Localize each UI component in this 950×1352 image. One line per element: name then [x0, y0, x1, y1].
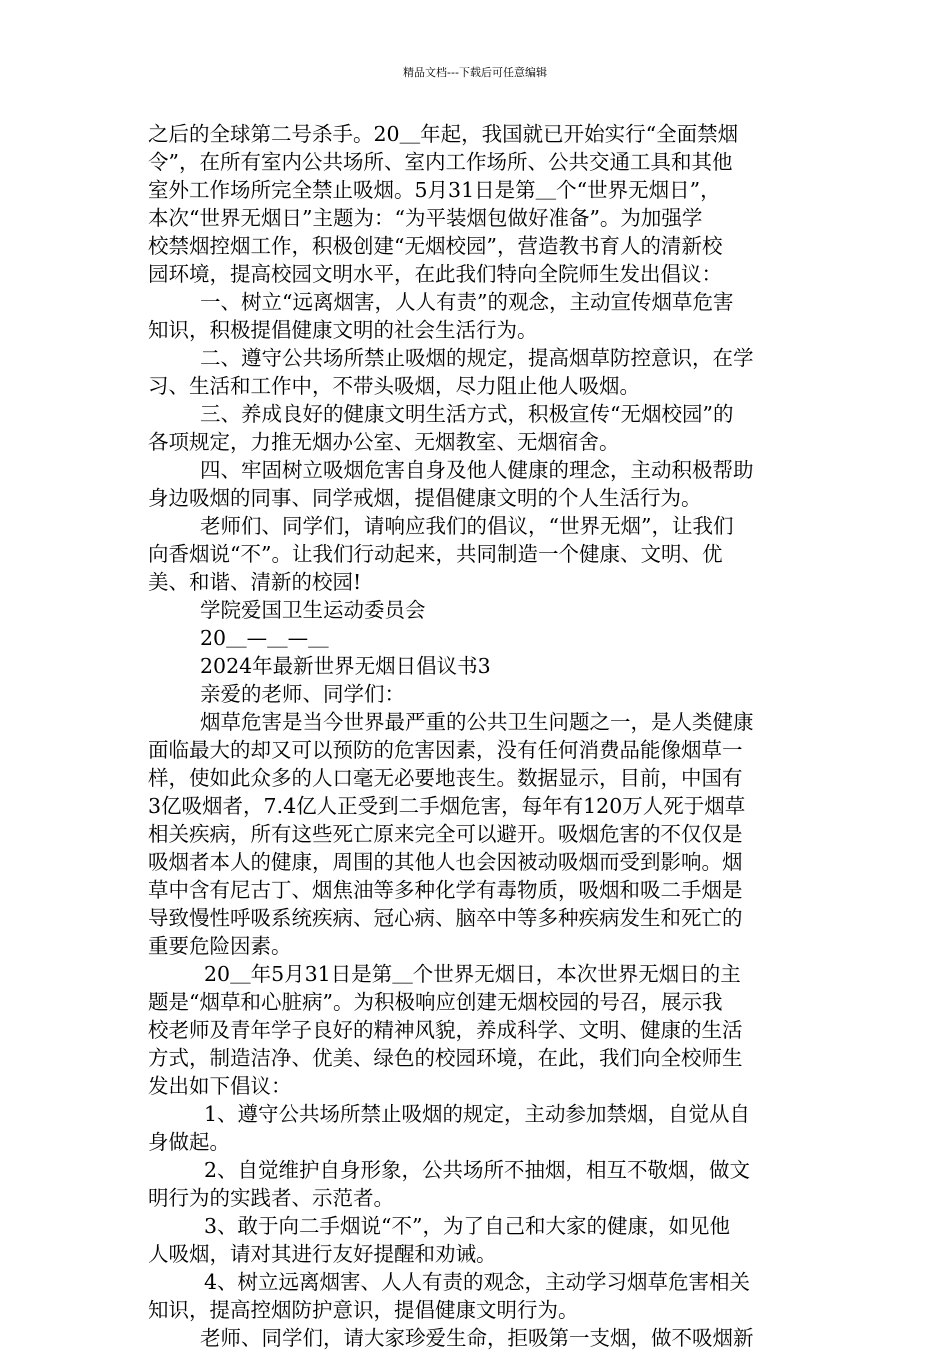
text-line: 一、树立“远离烟害，人人有责”的观念，主动宣传烟草危害: [200, 290, 734, 314]
text-line: 三、养成良好的健康文明生活方式，积极宣传“无烟校园”的: [200, 402, 734, 426]
text-line: 知识，积极提倡健康文明的社会生活行为。: [148, 318, 538, 342]
text-line: 2、自觉维护自身形象，公共场所不抽烟，相互不敬烟，做文: [204, 1158, 751, 1182]
text-line: 知识，提高控烟防护意识，提倡健康文明行为。: [148, 1298, 579, 1322]
text-line: 二、遵守公共场所禁止吸烟的规定，提高烟草防控意识，在学: [200, 346, 754, 370]
text-line: 样，使如此众多的人口毫无必要地丧生。数据显示，目前，中国有: [148, 766, 743, 790]
text-line: 导致慢性呼吸系统疾病、冠心病、脑卒中等多种疾病发生和死亡的: [148, 906, 743, 930]
text-line: 人吸烟，请对其进行友好提醒和劝诫。: [148, 1242, 497, 1266]
text-line: 本次“世界无烟日”主题为：“为平装烟包做好准备”。为加强学: [148, 206, 703, 230]
text-line: 方式，制造洁净、优美、绿色的校园环境，在此，我们向全校师生: [148, 1046, 743, 1070]
text-line: 4、树立远离烟害、人人有责的观念，主动学习烟草危害相关: [204, 1270, 751, 1294]
text-line: 园环境，提高校园文明水平，在此我们特向全院师生发出倡议：: [148, 262, 722, 286]
text-line: 身边吸烟的同事、同学戒烟，提倡健康文明的个人生活行为。: [148, 486, 702, 510]
text-line: 题是“烟草和心脏病”。为积极响应创建无烟校园的号召，展示我: [148, 990, 723, 1014]
text-line: 面临最大的却又可以预防的危害因素，没有任何消费品能像烟草一: [148, 738, 743, 762]
text-line: 四、牢固树立吸烟危害自身及他人健康的理念，主动积极帮助: [200, 458, 754, 482]
text-line: 2024年最新世界无烟日倡议书3: [200, 654, 491, 678]
text-line: 学院爱国卫生运动委员会: [200, 598, 426, 622]
text-line: 各项规定，力推无烟办公室、无烟教室、无烟宿舍。: [148, 430, 620, 454]
text-line: 3、敢于向二手烟说“不”，为了自己和大家的健康，如见他: [204, 1214, 731, 1238]
text-line: 1、遵守公共场所禁止吸烟的规定，主动参加禁烟，自觉从自: [204, 1102, 751, 1126]
text-line: 3亿吸烟者，7.4亿人正受到二手烟危害，每年有120万人死于烟草: [148, 794, 746, 818]
text-line: 明行为的实践者、示范者。: [148, 1186, 394, 1210]
text-line: 校禁烟控烟工作，积极创建“无烟校园”，营造教书育人的清新校: [148, 234, 723, 258]
text-line: 相关疾病，所有这些死亡原来完全可以避开。吸烟危害的不仅仅是: [148, 822, 743, 846]
text-line: 草中含有尼古丁、烟焦油等多种化学有毒物质，吸烟和吸二手烟是: [148, 878, 743, 902]
page-header: 精品文档---下载后可任意编辑: [403, 66, 547, 79]
text-line: 老师、同学们，请大家珍爱生命，拒吸第一支烟，做不吸烟新: [200, 1326, 754, 1350]
text-line: 美、和谐、清新的校园!: [148, 570, 362, 594]
text-line: 校老师及青年学子良好的精神风貌，养成科学、文明、健康的生活: [148, 1018, 743, 1042]
text-line: 20＿—＿—＿: [200, 626, 329, 650]
text-line: 向香烟说“不”。让我们行动起来，共同制造一个健康、文明、优: [148, 542, 723, 566]
text-line: 发出如下倡议：: [148, 1074, 292, 1098]
text-line: 烟草危害是当今世界最严重的公共卫生问题之一，是人类健康: [200, 710, 754, 734]
text-line: 室外工作场所完全禁止吸烟。5月31日是第＿个“世界无烟日”，: [148, 178, 721, 202]
text-line: 20＿年5月31日是第＿个世界无烟日，本次世界无烟日的主: [204, 962, 741, 986]
text-line: 身做起。: [148, 1130, 230, 1154]
text-line: 习、生活和工作中，不带头吸烟，尽力阻止他人吸烟。: [148, 374, 640, 398]
text-line: 吸烟者本人的健康，周围的其他人也会因被动吸烟而受到影响。烟: [148, 850, 743, 874]
text-line: 亲爱的老师、同学们：: [200, 682, 405, 706]
text-line: 老师们、同学们，请响应我们的倡议，“世界无烟”，让我们: [200, 514, 734, 538]
text-line: 令”，在所有室内公共场所、室内工作场所、公共交通工具和其他: [148, 150, 733, 174]
text-line: 之后的全球第二号杀手。20＿年起，我国就已开始实行“全面禁烟: [148, 122, 739, 146]
text-line: 重要危险因素。: [148, 934, 292, 958]
